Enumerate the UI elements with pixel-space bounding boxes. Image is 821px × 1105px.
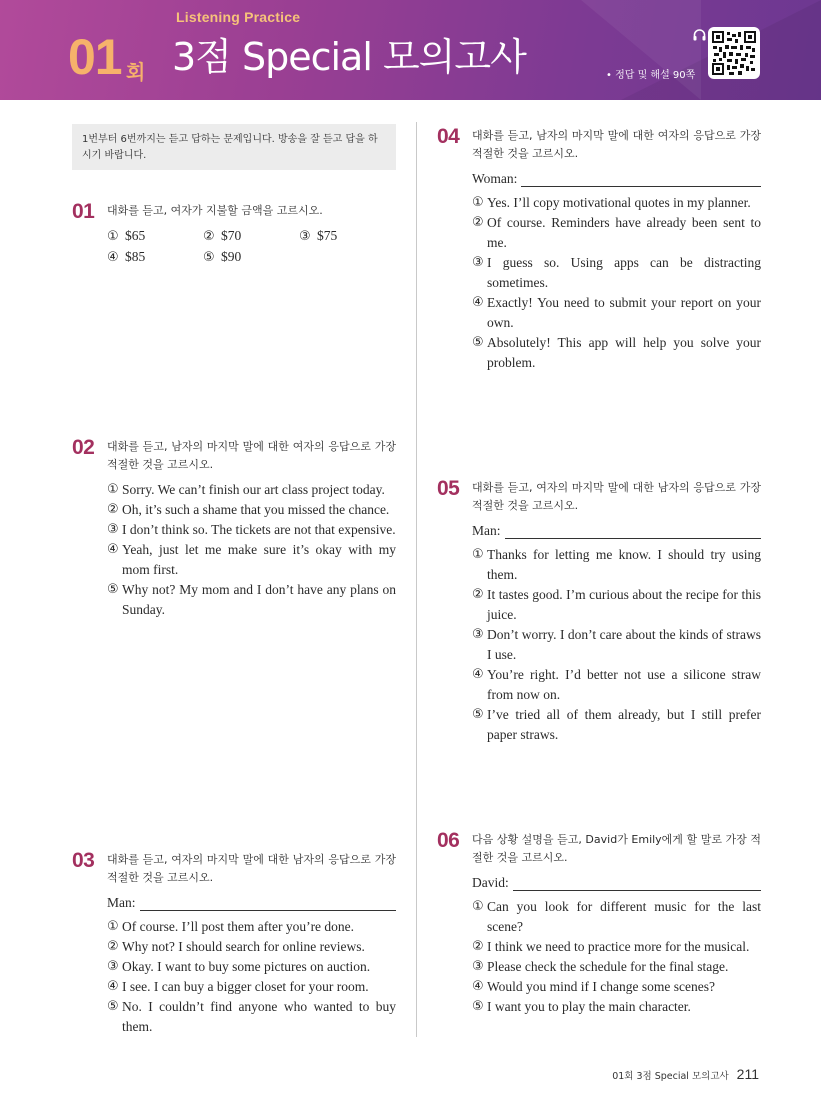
question-prompt: 대화를 듣고, 여자가 지불할 금액을 고르시오. bbox=[107, 204, 323, 217]
answer-option[interactable]: ② It tastes good. I’m curious about the recipe for this juice. bbox=[472, 587, 761, 622]
answer-option[interactable]: ④ Exactly! You need to submit your report on your own. bbox=[472, 295, 761, 330]
question-number: 02 bbox=[72, 436, 95, 459]
answer-option[interactable]: ② Of course. Reminders have already been sent to me. bbox=[472, 215, 761, 250]
answer-option[interactable]: ③ I guess so. Using apps can be distracting sometimes. bbox=[472, 255, 761, 290]
answer-line[interactable] bbox=[521, 173, 761, 187]
answer-option[interactable]: ② Oh, it’s such a shame that you missed the chance. bbox=[107, 502, 390, 517]
answer-options bbox=[472, 897, 761, 1017]
answer-blank bbox=[107, 895, 396, 911]
speaker-label: Woman: bbox=[472, 171, 518, 186]
speaker-label: Man: bbox=[472, 523, 501, 538]
question-prompt: 대화를 듣고, 남자의 마지막 말에 대한 여자의 응답으로 가장 적절한 것을 고르시오. bbox=[107, 440, 396, 471]
answer-options bbox=[107, 226, 396, 268]
answer-option[interactable]: ① Yes. I’ll copy motivational quotes in my planner. bbox=[472, 195, 751, 210]
answer-option[interactable]: ⑤ Why not? My mom and I don’t have any plans on Sunday. bbox=[107, 582, 396, 617]
question-06 bbox=[437, 831, 761, 1017]
question-03 bbox=[72, 851, 396, 1037]
answer-line[interactable] bbox=[505, 525, 762, 539]
answer-option[interactable]: ⑤ Absolutely! This app will help you solve your problem. bbox=[472, 335, 761, 370]
answer-option[interactable]: ④ Would you mind if I change some scenes? bbox=[472, 979, 715, 994]
answer-line[interactable] bbox=[513, 877, 761, 891]
answer-option[interactable]: ③ Don’t worry. I don’t care about the kinds of straws I use. bbox=[472, 627, 761, 662]
answer-option[interactable]: ③ Please check the schedule for the final stage. bbox=[472, 959, 729, 974]
question-05 bbox=[437, 479, 761, 745]
question-prompt: 대화를 듣고, 여자의 마지막 말에 대한 남자의 응답으로 가장 적절한 것을 고르시오. bbox=[107, 853, 396, 884]
page-title: 3점 Special 모의고사 bbox=[172, 35, 526, 79]
question-number: 03 bbox=[72, 849, 95, 872]
answer-options bbox=[472, 193, 761, 373]
answer-blank bbox=[472, 875, 761, 891]
answer-option[interactable]: ③ $75 bbox=[299, 228, 338, 244]
question-02 bbox=[72, 438, 396, 620]
question-number: 01 bbox=[72, 200, 95, 223]
round-number: 01 bbox=[68, 29, 122, 85]
answer-option[interactable]: ③ I don’t think so. The tickets are not that expensive. bbox=[107, 522, 396, 537]
answer-blank bbox=[472, 171, 761, 187]
question-number: 04 bbox=[437, 125, 460, 148]
answer-option[interactable]: ④ Yeah, just let me make sure it’s okay with my mom first. bbox=[107, 542, 396, 577]
page-header bbox=[0, 0, 821, 100]
answer-option[interactable]: ② $70 bbox=[203, 228, 242, 244]
answer-options bbox=[107, 480, 396, 620]
speaker-label: Man: bbox=[107, 895, 136, 910]
question-number: 05 bbox=[437, 477, 460, 500]
answer-line[interactable] bbox=[140, 897, 397, 911]
answer-option[interactable]: ⑤ I want you to play the main character. bbox=[472, 999, 691, 1014]
answer-option[interactable]: ⑤ No. I couldn’t find anyone who wanted to buy them. bbox=[107, 999, 396, 1034]
answer-option[interactable]: ① Thanks for letting me know. I should try using them. bbox=[472, 547, 761, 582]
question-04 bbox=[437, 127, 761, 373]
headphone-icon bbox=[693, 29, 706, 41]
page-number: 211 bbox=[736, 1066, 759, 1082]
instruction-box: 1번부터 6번까지는 듣고 답하는 문제입니다. 방송을 잘 듣고 답을 하시기 바랍니다. bbox=[72, 124, 396, 170]
question-prompt: 대화를 듣고, 남자의 마지막 말에 대한 여자의 응답으로 가장 적절한 것을 고르시오. bbox=[472, 129, 761, 160]
footer-label: 01회 3점 Special 모의고사 bbox=[612, 1071, 729, 1082]
answer-option[interactable]: ② Why not? I should search for online reviews. bbox=[107, 939, 365, 954]
answer-option[interactable]: ④ $85 bbox=[107, 249, 146, 265]
answer-option[interactable]: ① Of course. I’ll post them after you’re done. bbox=[107, 919, 355, 934]
answer-option[interactable]: ① $65 bbox=[107, 228, 146, 244]
column-divider bbox=[416, 122, 417, 1037]
qr-code-icon bbox=[712, 31, 756, 75]
answer-option[interactable]: ④ I see. I can buy a bigger closet for your room. bbox=[107, 979, 369, 994]
answer-option[interactable]: ⑤ I’ve tried all of them already, but I still prefer paper straws. bbox=[472, 707, 761, 742]
answer-option[interactable]: ⑤ $90 bbox=[203, 249, 242, 265]
answer-option[interactable]: ③ Okay. I want to buy some pictures on auction. bbox=[107, 959, 371, 974]
answer-blank bbox=[472, 523, 761, 539]
answer-reference: • 정답 및 해설 90쪽 bbox=[606, 70, 696, 81]
question-prompt: 대화를 듣고, 여자의 마지막 말에 대한 남자의 응답으로 가장 적절한 것을 고르시오. bbox=[472, 481, 761, 512]
answer-options bbox=[107, 917, 396, 1037]
qr-code[interactable] bbox=[708, 27, 760, 79]
answer-option[interactable]: ④ You’re right. I’d better not use a silicone straw from now on. bbox=[472, 667, 761, 702]
answer-options bbox=[472, 545, 761, 745]
speaker-label: David: bbox=[472, 875, 509, 890]
question-01 bbox=[72, 202, 396, 268]
question-prompt: 다음 상황 설명을 듣고, David가 Emily에게 할 말로 가장 적절한 것을 고르시오. bbox=[472, 833, 761, 864]
question-number: 06 bbox=[437, 829, 460, 852]
answer-option[interactable]: ② I think we need to practice more for the musical. bbox=[472, 939, 750, 954]
round-suffix: 회 bbox=[126, 60, 146, 84]
answer-option[interactable]: ① Sorry. We can’t finish our art class project today. bbox=[107, 482, 385, 497]
series-label: Listening Practice bbox=[176, 9, 301, 25]
page-footer bbox=[612, 1066, 759, 1082]
answer-option[interactable]: ① Can you look for different music for the last scene? bbox=[472, 899, 761, 934]
